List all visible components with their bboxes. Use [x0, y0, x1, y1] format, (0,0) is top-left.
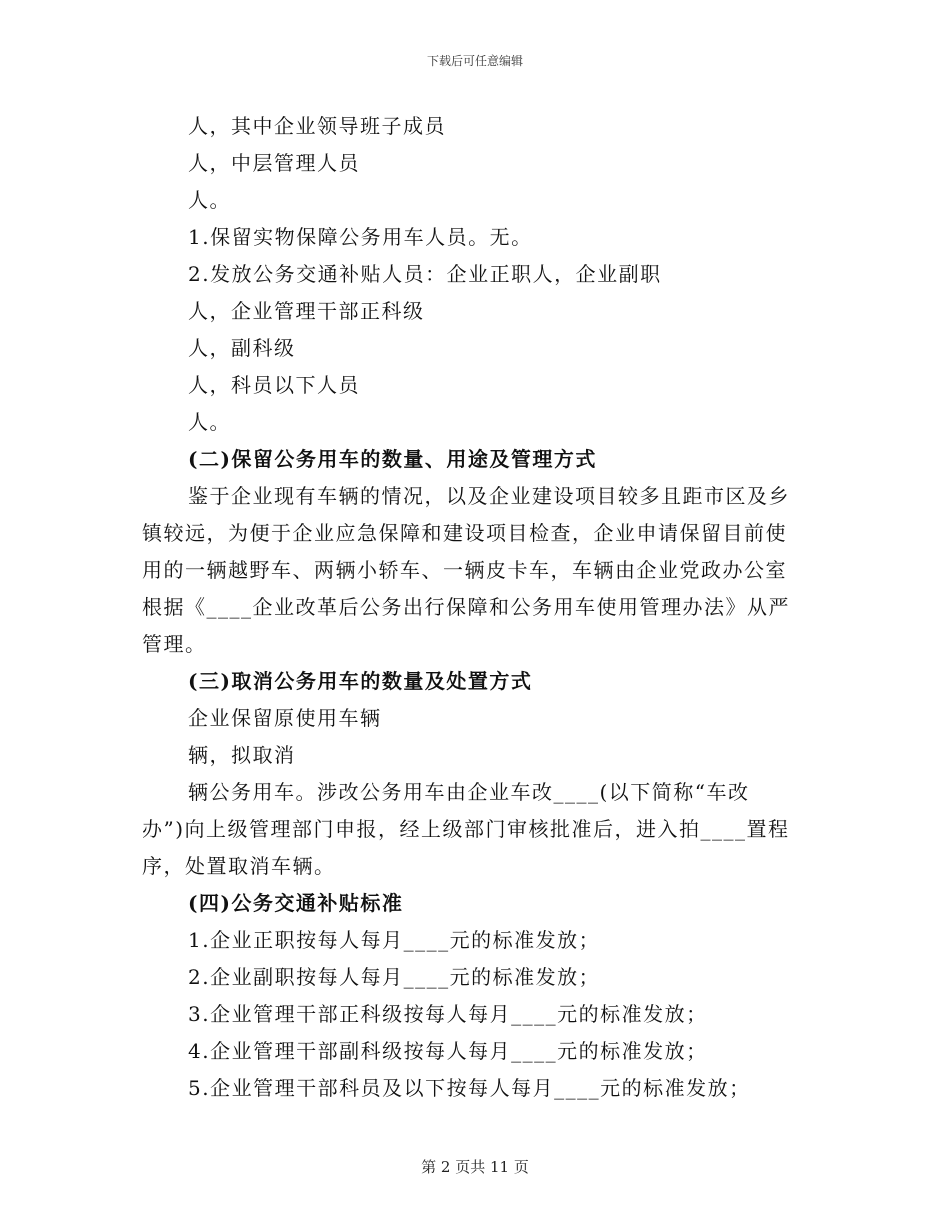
paragraph-line: 人，副科级: [188, 336, 296, 360]
paragraph-line: 办”)向上级管理部门申报，经上级部门审核批准后，进入拍____置程: [142, 817, 790, 841]
section-heading: (四)公务交通补贴标准: [188, 891, 404, 915]
paragraph-line: 人，中层管理人员: [188, 151, 360, 175]
paragraph-line: 2.发放公务交通补贴人员：企业正职人，企业副职: [188, 262, 662, 286]
paragraph-line: 用的一辆越野车、两辆小轿车、一辆皮卡车，车辆由企业党政办公室: [142, 558, 787, 582]
paragraph-line: 企业保留原使用车辆: [188, 706, 382, 730]
paragraph-line: 4.企业管理干部副科级按每人每月____元的标准发放；: [188, 1039, 708, 1063]
paragraph-line: 鉴于企业现有车辆的情况，以及企业建设项目较多且距市区及乡: [188, 484, 790, 508]
paragraph-line: 序，处置取消车辆。: [142, 854, 336, 878]
paragraph-line: 人。: [188, 410, 231, 434]
paragraph-line: 2.企业副职按每人每月____元的标准发放；: [188, 965, 601, 989]
paragraph-line: 人，其中企业领导班子成员: [188, 114, 446, 138]
paragraph-line: 辆，拟取消: [188, 743, 296, 767]
paragraph-line: 5.企业管理干部科员及以下按每人每月____元的标准发放；: [188, 1076, 751, 1100]
paragraph-line: 人。: [188, 188, 231, 212]
paragraph-line: 管理。: [142, 632, 207, 656]
section-heading: (三)取消公务用车的数量及处置方式: [188, 669, 533, 693]
section-heading: (二)保留公务用车的数量、用途及管理方式: [188, 447, 597, 471]
paragraph-line: 3.企业管理干部正科级按每人每月____元的标准发放；: [188, 1002, 708, 1026]
paragraph-line: 辆公务用车。涉改公务用车由企业车改____(以下简称“车改: [188, 780, 750, 804]
page-footer: 第 2 页共 11 页: [421, 1158, 529, 1176]
paragraph-line: 人，科员以下人员: [188, 373, 360, 397]
page-header: 下载后可任意编辑: [426, 54, 523, 68]
paragraph-line: 根据《____企业改革后公务出行保障和公务用车使用管理办法》从严: [142, 595, 790, 619]
paragraph-line: 人，企业管理干部正科级: [188, 299, 425, 323]
document-body: [142, 108, 812, 1107]
paragraph-line: 镇较远，为便于企业应急保障和建设项目检查，企业申请保留目前使: [142, 521, 787, 545]
paragraph-line: 1.保留实物保障公务用车人员。无。: [188, 225, 533, 249]
paragraph-line: 1.企业正职按每人每月____元的标准发放；: [188, 928, 601, 952]
